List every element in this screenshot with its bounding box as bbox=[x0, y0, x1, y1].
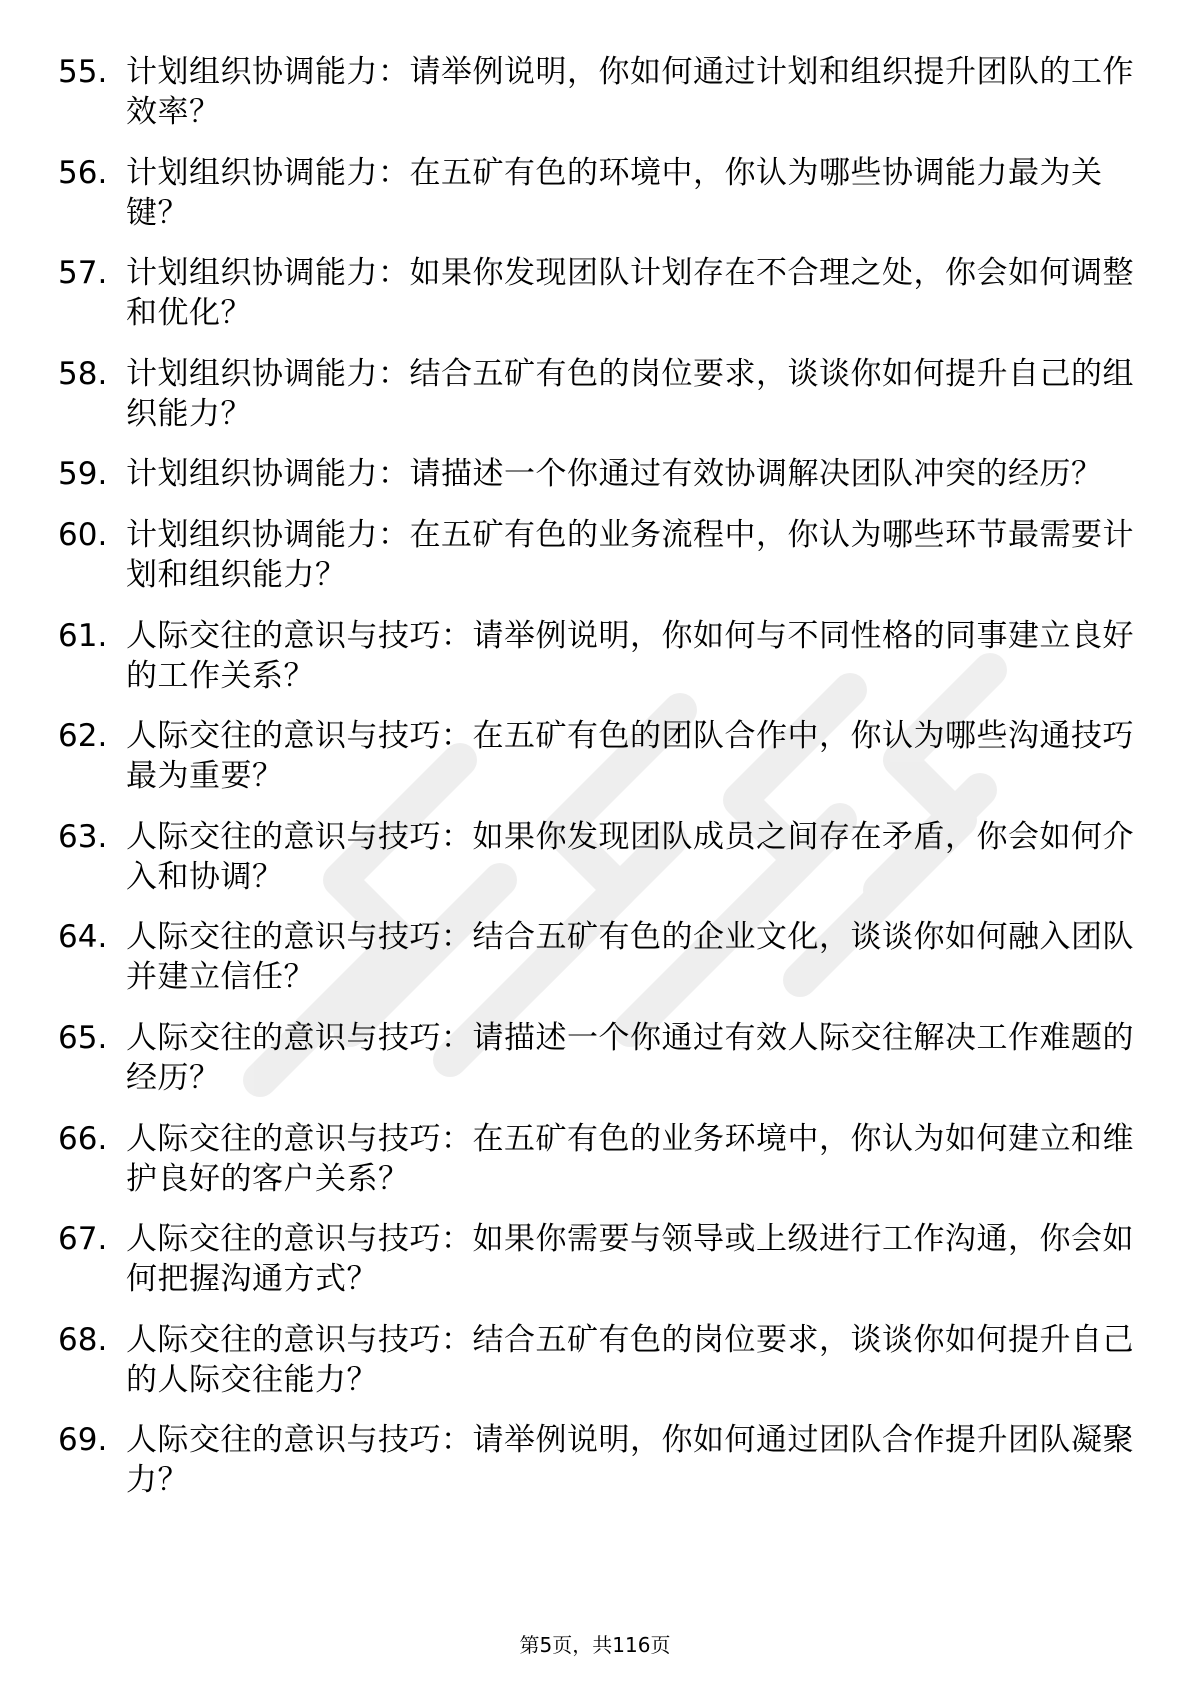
question-number: 66. bbox=[58, 1120, 108, 1157]
question-number: 60. bbox=[58, 516, 108, 553]
question-text: 人际交往的意识与技巧：请举例说明，你如何与不同性格的同事建立良好的工作关系？ bbox=[126, 617, 1134, 694]
question-item bbox=[58, 454, 1138, 494]
question-text: 计划组织协调能力：在五矿有色的业务流程中，你认为哪些环节最需要计划和组织能力？ bbox=[126, 516, 1134, 593]
question-number: 59. bbox=[58, 456, 108, 493]
question-item bbox=[58, 1119, 1138, 1199]
question-item bbox=[58, 817, 1138, 897]
question-item bbox=[58, 1018, 1138, 1098]
question-number: 64. bbox=[58, 919, 108, 956]
question-number: 61. bbox=[58, 617, 108, 654]
question-number: 55. bbox=[58, 54, 108, 90]
question-text: 计划组织协调能力：如果你发现团队计划存在不合理之处，你会如何调整和优化？ bbox=[126, 255, 1134, 332]
question-item bbox=[58, 716, 1138, 796]
question-text: 人际交往的意识与技巧：如果你发现团队成员之间存在矛盾，你会如何介入和协调？ bbox=[126, 818, 1134, 895]
question-item bbox=[58, 917, 1138, 997]
question-number: 65. bbox=[58, 1019, 108, 1056]
question-item bbox=[58, 616, 1138, 696]
question-item bbox=[58, 1420, 1138, 1500]
question-text: 人际交往的意识与技巧：在五矿有色的业务环境中，你认为如何建立和维护良好的客户关系？ bbox=[126, 1120, 1134, 1197]
question-item bbox=[58, 1320, 1138, 1400]
page-footer: 第5页，共116页 bbox=[519, 1633, 671, 1657]
question-text: 人际交往的意识与技巧：结合五矿有色的岗位要求，谈谈你如何提升自己的人际交往能力？ bbox=[126, 1321, 1134, 1398]
question-number: 63. bbox=[58, 818, 108, 855]
question-number: 62. bbox=[58, 718, 108, 755]
question-number: 58. bbox=[58, 355, 108, 392]
question-number: 56. bbox=[58, 154, 108, 191]
question-text: 计划组织协调能力：请描述一个你通过有效协调解决团队冲突的经历？ bbox=[126, 456, 1103, 493]
question-item bbox=[58, 52, 1138, 132]
question-text: 人际交往的意识与技巧：结合五矿有色的企业文化，谈谈你如何融入团队并建立信任？ bbox=[126, 919, 1134, 996]
question-text: 计划组织协调能力：在五矿有色的环境中，你认为哪些协调能力最为关键？ bbox=[126, 154, 1103, 231]
question-list bbox=[58, 52, 1138, 1521]
question-number: 69. bbox=[58, 1422, 108, 1459]
question-number: 67. bbox=[58, 1221, 108, 1258]
question-text: 计划组织协调能力：结合五矿有色的岗位要求，谈谈你如何提升自己的组织能力？ bbox=[126, 355, 1134, 432]
question-item bbox=[58, 1219, 1138, 1299]
question-number: 57. bbox=[58, 255, 108, 292]
question-item bbox=[58, 153, 1138, 233]
question-text: 人际交往的意识与技巧：请举例说明，你如何通过团队合作提升团队凝聚力？ bbox=[126, 1422, 1134, 1499]
question-item bbox=[58, 354, 1138, 434]
question-text: 人际交往的意识与技巧：如果你需要与领导或上级进行工作沟通，你会如何把握沟通方式？ bbox=[126, 1221, 1134, 1298]
question-number: 68. bbox=[58, 1321, 108, 1358]
question-text: 人际交往的意识与技巧：请描述一个你通过有效人际交往解决工作难题的经历？ bbox=[126, 1019, 1134, 1096]
question-text: 计划组织协调能力：请举例说明，你如何通过计划和组织提升团队的工作效率？ bbox=[126, 54, 1134, 130]
question-item bbox=[58, 253, 1138, 333]
question-item bbox=[58, 515, 1138, 595]
question-text: 人际交往的意识与技巧：在五矿有色的团队合作中，你认为哪些沟通技巧最为重要？ bbox=[126, 718, 1134, 795]
